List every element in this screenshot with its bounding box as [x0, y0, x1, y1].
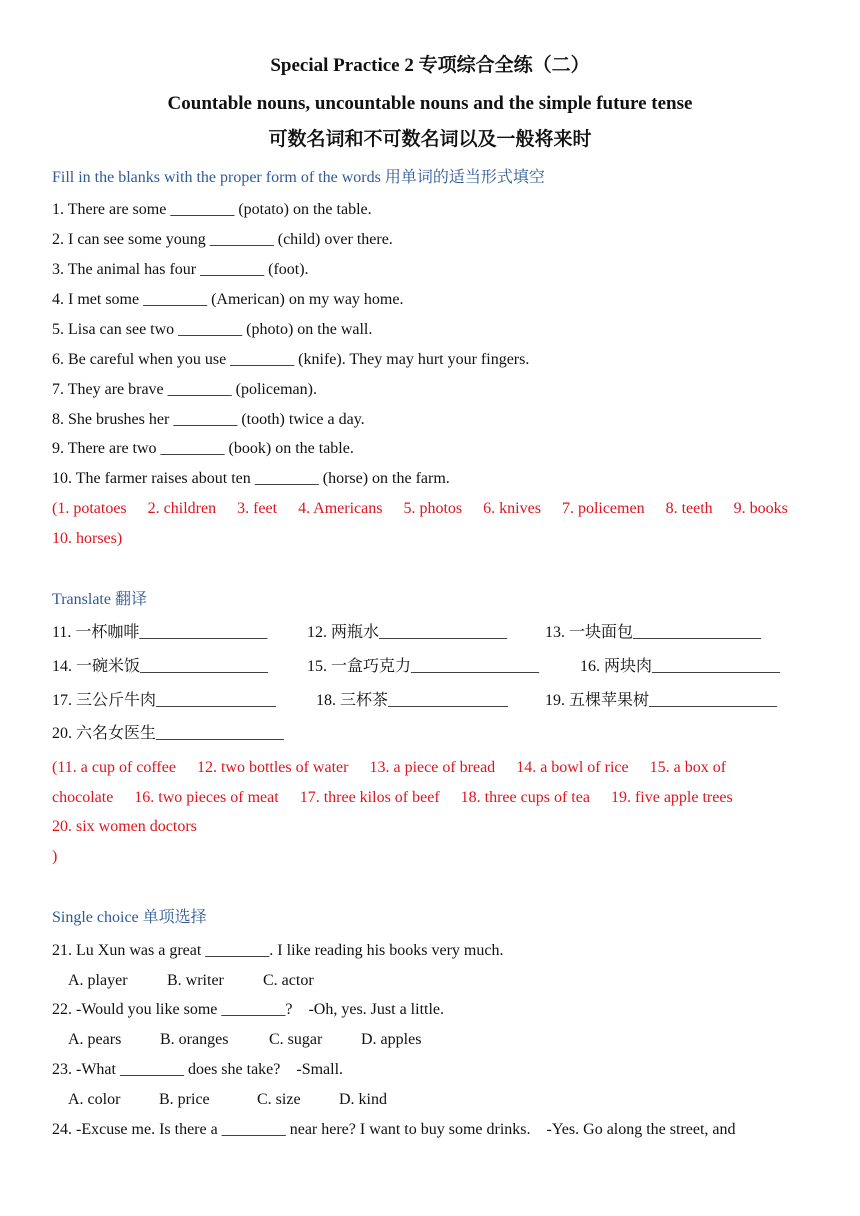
- answer-11: (11. a cup of coffee: [52, 759, 176, 776]
- option-21-b: B. writer: [167, 972, 224, 989]
- option-23-d: D. kind: [339, 1091, 387, 1108]
- question-22: 22. -Would you like some ________? -Oh, yes. Just a little.: [52, 1001, 445, 1018]
- answer-1: (1. potatoes: [52, 500, 127, 517]
- translate-item-15: 15. 一盒巧克力________________: [307, 658, 540, 675]
- answer-16: 16. two pieces of meat: [134, 789, 279, 806]
- answer-2: 2. children: [147, 500, 217, 517]
- answer-6: 6. knives: [483, 500, 541, 517]
- translate-item-19: 19. 五棵苹果树________________: [545, 692, 778, 709]
- section-heading-single-choice: Single choice 单项选择: [52, 909, 207, 926]
- answer-19: 19. five apple trees: [610, 789, 733, 806]
- question-8: 8. She brushes her ________ (tooth) twice a day.: [52, 411, 365, 428]
- option-22-c: C. sugar: [269, 1031, 323, 1048]
- question-1: 1. There are some ________ (potato) on the table.: [52, 201, 372, 218]
- answer-4: 4. Americans: [298, 500, 383, 517]
- answer-5: 5. photos: [403, 500, 463, 517]
- option-23-a: A. color: [68, 1091, 121, 1108]
- answer-15-start: 15. a box of: [649, 759, 727, 776]
- translate-item-13: 13. 一块面包________________: [545, 624, 762, 641]
- question-3: 3. The animal has four ________ (foot).: [52, 261, 309, 278]
- answer-20: 20. six women doctors: [52, 818, 197, 835]
- translate-item-20: 20. 六名女医生________________: [52, 725, 285, 742]
- question-5: 5. Lisa can see two ________ (photo) on the wall.: [52, 321, 373, 338]
- question-21: 21. Lu Xun was a great ________. I like reading his books very much.: [52, 942, 504, 959]
- translate-item-14: 14. 一碗米饭________________: [52, 658, 269, 675]
- option-22-d: D. apples: [361, 1031, 422, 1048]
- answer-10: 10. horses): [52, 530, 123, 547]
- option-22-b: B. oranges: [160, 1031, 229, 1048]
- answer-9: 9. books: [733, 500, 788, 517]
- question-23: 23. -What ________ does she take? -Small.: [52, 1061, 344, 1078]
- answer-12: 12. two bottles of water: [196, 759, 349, 776]
- option-21-c: C. actor: [263, 972, 314, 989]
- answer-18: 18. three cups of tea: [460, 789, 590, 806]
- question-4: 4. I met some ________ (American) on my way home.: [52, 291, 404, 308]
- answer-8: 8. teeth: [665, 500, 713, 517]
- answer-7: 7. policemen: [561, 500, 645, 517]
- section-heading-fill-blanks: Fill in the blanks with the proper form of the words 用单词的适当形式填空: [52, 169, 545, 186]
- question-24: 24. -Excuse me. Is there a ________ near here? I want to buy some drinks. -Yes. Go along the street, and: [52, 1121, 736, 1138]
- option-23-c: C. size: [257, 1091, 301, 1108]
- section-heading-translate: Translate 翻译: [52, 591, 147, 608]
- answer-13: 13. a piece of bread: [369, 759, 496, 776]
- translate-item-12: 12. 两瓶水________________: [307, 624, 508, 641]
- translate-item-16: 16. 两块肉________________: [580, 658, 781, 675]
- answers-section2-line1: [52, 758, 726, 778]
- option-23-b: B. price: [159, 1091, 210, 1108]
- worksheet-title: Special Practice 2 专项综合全练（二）: [270, 55, 590, 76]
- translate-item-18: 18. 三杯茶_______________: [316, 692, 509, 709]
- question-6: 6. Be careful when you use ________ (knife). They may hurt your fingers.: [52, 351, 530, 368]
- translate-item-17: 17. 三公斤牛肉_______________: [52, 692, 277, 709]
- answer-3: 3. feet: [237, 500, 278, 517]
- answers-section2-line2: [52, 788, 733, 808]
- answer-17: 17. three kilos of beef: [299, 789, 440, 806]
- question-9: 9. There are two ________ (book) on the table.: [52, 440, 354, 457]
- answer-15-end: chocolate: [52, 789, 114, 806]
- option-21-a: A. player: [68, 972, 128, 989]
- translate-item-11: 11. 一杯咖啡________________: [52, 624, 268, 641]
- answers-section1-line1: [52, 499, 788, 519]
- worksheet-subtitle-english: Countable nouns, uncountable nouns and the simple future tense: [167, 93, 693, 114]
- question-7: 7. They are brave ________ (policeman).: [52, 381, 317, 398]
- worksheet-subtitle-chinese: 可数名词和不可数名词以及一般将来时: [268, 129, 592, 150]
- answers-section2-close: ): [52, 848, 58, 865]
- question-2: 2. I can see some young ________ (child) over there.: [52, 231, 393, 248]
- question-10: 10. The farmer raises about ten ________ (horse) on the farm.: [52, 470, 450, 487]
- answer-14: 14. a bowl of rice: [516, 759, 629, 776]
- option-22-a: A. pears: [68, 1031, 122, 1048]
